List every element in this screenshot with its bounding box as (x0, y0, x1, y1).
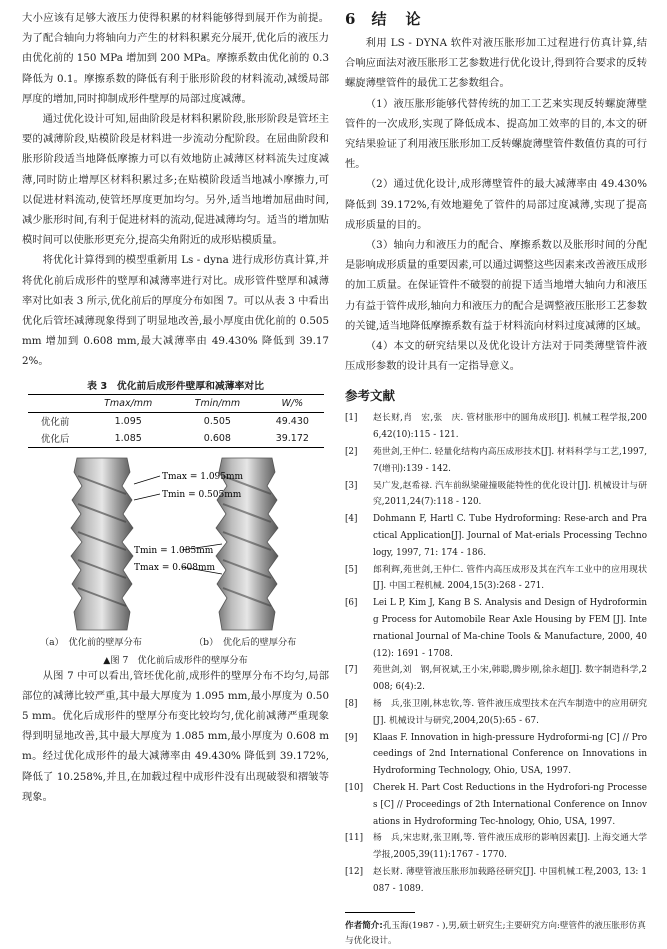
reference-text: 杨 兵,张卫刚,林忠钦,等. 管件液压成型技术在汽车制造中的应用研究[J]. 机械设计与研究,2004,20(5):65 - 67. (373, 699, 647, 726)
figure7-subcaption-b: （b） 优化后的壁厚分布 (194, 636, 297, 648)
section-number: 6 (345, 10, 358, 28)
reference-text: Lei L P, Kim J, Kang B S. Analysis and Design of Hydroforming Process for Automobile Rear Axle Housing by FEM [J]. International Journal of Ma-chine Tools & Manufacture, 2000, 40 (12): 1691 - 1708. (373, 598, 647, 659)
reference-number: [9] (345, 732, 358, 743)
reference-number: [7] (345, 665, 358, 676)
tube-before-shape (71, 458, 133, 630)
list-item (345, 410, 647, 444)
reference-number: [3] (345, 480, 358, 491)
table3-header-cell: Tmax/mm (82, 394, 174, 412)
reference-number: [8] (345, 699, 358, 709)
reference-text: 杨 兵,宋忠财,张卫刚,等. 管件液压成形的影响因素[J]. 上海交通大学学报,2005,39(11):1767 - 1770. (373, 833, 647, 861)
author-note (345, 919, 647, 949)
reference-number: [5] (345, 564, 358, 575)
table-cell: 1.095 (114, 415, 142, 427)
list-item (345, 864, 647, 898)
table-cell: 39.172 (261, 430, 324, 448)
table3-header-cell: W/% (261, 394, 324, 412)
table-cell: 0.608 (174, 430, 261, 448)
label-tmin-before: Tmin = 0.505mm (162, 489, 242, 500)
reference-text: 苑世剑,刘 钢,何祝斌,王小宋,韩聪,腾步刚,徐永超[J]. 数字制造科学,2008; 6(4):2. (373, 665, 647, 693)
section-heading-conclusion (345, 8, 647, 29)
paragraph-optimization-stages: 通过优化设计可知,屈曲阶段是材料积累阶段,胀形阶段是管坯主要的减薄阶段,贴模阶段是材料进一步流动分配阶段。在屈曲阶段和胀形阶段适当地降低摩擦力可以有效地防止减薄区材料流失过度减薄,同时防止增厚区材料积累过多;在贴模阶段适当地减小摩擦力,可以促进材料流动,使管坯厚度更加均匀。另外,适当地增加屈曲时间,减少胀形时间,有利于促进材料的流动,促进减薄均匀。适当的增加贴模时间可以使胀形更充分,提高尖角附近的成形贴模质量。 (22, 113, 329, 247)
reference-text: Cherek H. Part Cost Reductions in the Hydrofori-ng Processes [C] // Proceedings of 2th International Conference on Innovations in Hydroforming Tec-hnology, Ohio, USA, 1997. (373, 782, 647, 827)
table3-header-cell (28, 394, 82, 412)
reference-list (345, 410, 647, 897)
references-heading: 参考文献 (345, 388, 396, 404)
footnote-divider (345, 912, 415, 913)
reference-number: [12] (345, 866, 364, 877)
figure7-image (22, 454, 329, 632)
tube-after-shape (216, 458, 278, 630)
reference-number: [6] (345, 598, 358, 609)
reference-text: Klaas F. Innovation in high-pressure Hydroformi-ng [C] // Proceedings of 2nd International Conference on Innovations in Hydroforming Technology, Ohio, USA, 1997. (373, 732, 647, 777)
list-item (345, 444, 647, 478)
author-text: 孔玉海(1987 - ),男,硕士研究生;主要研究方向:壁管件的液压胀形仿真与优化设计。 (345, 920, 646, 946)
reference-text: 吴广发,赵希禄. 汽车前纵梁碰撞吸能特性的优化设计[J]. 机械设计与研究,2011,24(7):118 - 120. (373, 480, 647, 508)
reference-text: 赵长财,肖 宏,张 庆. 管材胀形中的圆角成形[J]. 机械工程学报,2006,42(10):115 - 121. (373, 413, 647, 441)
table3 (28, 394, 324, 448)
table-cell: 49.430 (275, 415, 309, 427)
list-item (345, 511, 647, 561)
table-cell: 优化后 (28, 430, 82, 448)
conclusion-item-1: （1）液压胀形能够代替传统的加工工艺来实现反转螺旋薄壁管件的一次成形,实现了降低成本、提高加工效率的目的,本文的研究结果验证了利用液压胀形加工反转螺旋薄壁管件数值仿真的可行性。 (345, 97, 647, 171)
reference-text: 郎利辉,苑世剑,王仲仁. 管件内高压成形及其在汽车工业中的应用现状[J]. 中国工程机械. 2004,15(3):268 - 271. (373, 564, 647, 592)
figure7 (22, 454, 329, 664)
reference-text: 苑世剑,王仲仁. 轻量化结构内高压成形技术[J]. 材料科学与工艺,1997,7(增刊):139 - 142. (373, 447, 647, 474)
figure7-caption: ▲图 7 优化前后成形件的壁厚分布 (103, 654, 248, 666)
table-cell: 优化前 (40, 417, 70, 429)
list-item (345, 830, 647, 864)
list-item (345, 595, 647, 662)
left-column (22, 8, 329, 807)
reference-text: Dohmann F, Hartl C. Tube Hydroforming: Rese-arch and Practical Application[J]. Journal of Mat-erials Processing Technology, 1997, 71: 174 - 186. (373, 514, 647, 558)
figure7-subcaption-a: （a） 优化前的壁厚分布 (40, 636, 142, 648)
reference-text: 赵长财. 薄壁管液压胀形加载路径研究[J]. 中国机械工程,2003, 13: 1087 - 1089. (373, 866, 647, 894)
list-item (345, 730, 647, 780)
right-column (345, 8, 647, 949)
list-item (345, 662, 647, 696)
author-label: 作者简介: (345, 920, 383, 931)
label-tmin-after: Tmin = 1.085mm (134, 545, 214, 556)
list-item (345, 562, 647, 596)
table3-caption: 表 3 优化前后成形件壁厚和减薄率对比 (87, 380, 264, 392)
reference-number: [10] (345, 782, 364, 793)
reference-number: [2] (345, 447, 358, 458)
table3-header-cell: Tmin/mm (174, 394, 261, 412)
list-item (345, 780, 647, 830)
reference-number: [1] (345, 413, 358, 424)
table-row (28, 412, 324, 430)
list-item (345, 696, 647, 730)
table3-header-row (28, 394, 324, 412)
table-cell: 0.505 (203, 415, 231, 427)
conclusion-item-3: （3）轴向力和液压力的配合、摩擦系数以及胀形时间的分配是影响成形质量的重要因素,可以通过调整这些因素来改善液压成形的加工质量。在保证管件不破裂的前提下适当地增大轴向力和液压力有益于管件成形,轴向力和液压力的配合是调整液压胀形工艺参数的关键,适当地降低摩擦系数有益于材料流向材料过度减薄的区域。 (345, 239, 647, 332)
table-row (28, 430, 324, 448)
paragraph-simulation-compare: 将优化计算得到的模型重新用 Ls - dyna 进行成形仿真计算,并将优化前后成形件的壁厚和减薄率进行对比。成形管件壁厚和减薄率对比如表 3 所示,优化前后的厚度分布如图 7。可以从表 3 中看出优化后管坯减薄现象得到了明显地改善,最小厚度由优化前的 0.505 mm 增加到 0.608 mm,最大减薄率由 49.430% 降低到 39.172%。 (22, 254, 330, 368)
table-cell: 1.085 (82, 430, 174, 448)
paragraph-pressure: 大小应该有足够大液压力使得积累的材料能够得到展开作为前提。为了配合轴向力将轴向力产生的材料积累充分展开,优化后的液压力由优化前的 150 MPa 增加到 200 MPa。摩擦系数由优化前的 0.3 降低为 0.1。摩擦系数的降低有利于胀形阶段的材料流动,减缓局部厚度的增加,同时抑制成形件壁厚的局部过度减薄。 (22, 12, 329, 105)
paragraph-figure-analysis: 从图 7 中可以看出,管坯优化前,成形件的壁厚分布不均匀,局部部位的减薄比较严重,其中最大厚度为 1.095 mm,最小厚度为 0.505 mm。优化后成形件的壁厚分布变比较均匀,优化前减薄严重现象得到明显地改善,其中最大厚度为 1.085 mm,最小厚度为 0.608 mm。经过优化成形件的最大减薄率由 49.430% 降低到 39.172%,降低了 10.258%,并且,在加载过程中成形件没有出现破裂和褶皱等现象。 (22, 669, 329, 803)
conclusion-intro: 利用 LS - DYNA 软件对液压胀形加工过程进行仿真计算,结合响应面法对液压胀形工艺参数进行优化设计,得到符合要求的反转螺旋薄壁管件的最优工艺参数组合。 (345, 37, 647, 90)
conclusion-item-4: （4）本文的研究结果以及优化设计方法对于同类薄壁管件液压成形参数的设计具有一定指导意义。 (345, 340, 647, 373)
label-tmax-before: Tmax = 1.095mm (162, 471, 244, 482)
reference-number: [11] (345, 833, 364, 844)
list-item (345, 478, 647, 512)
reference-number: [4] (345, 514, 358, 525)
label-tmax-after: Tmax = 0.608mm (134, 562, 216, 573)
conclusion-item-2: （2）通过优化设计,成形薄壁管件的最大减薄率由 49.430% 降低到 39.172%,有效地避免了管件的局部过度减薄,实现了提高成形质量的目的。 (345, 178, 647, 231)
section-title: 结 论 (371, 10, 423, 28)
